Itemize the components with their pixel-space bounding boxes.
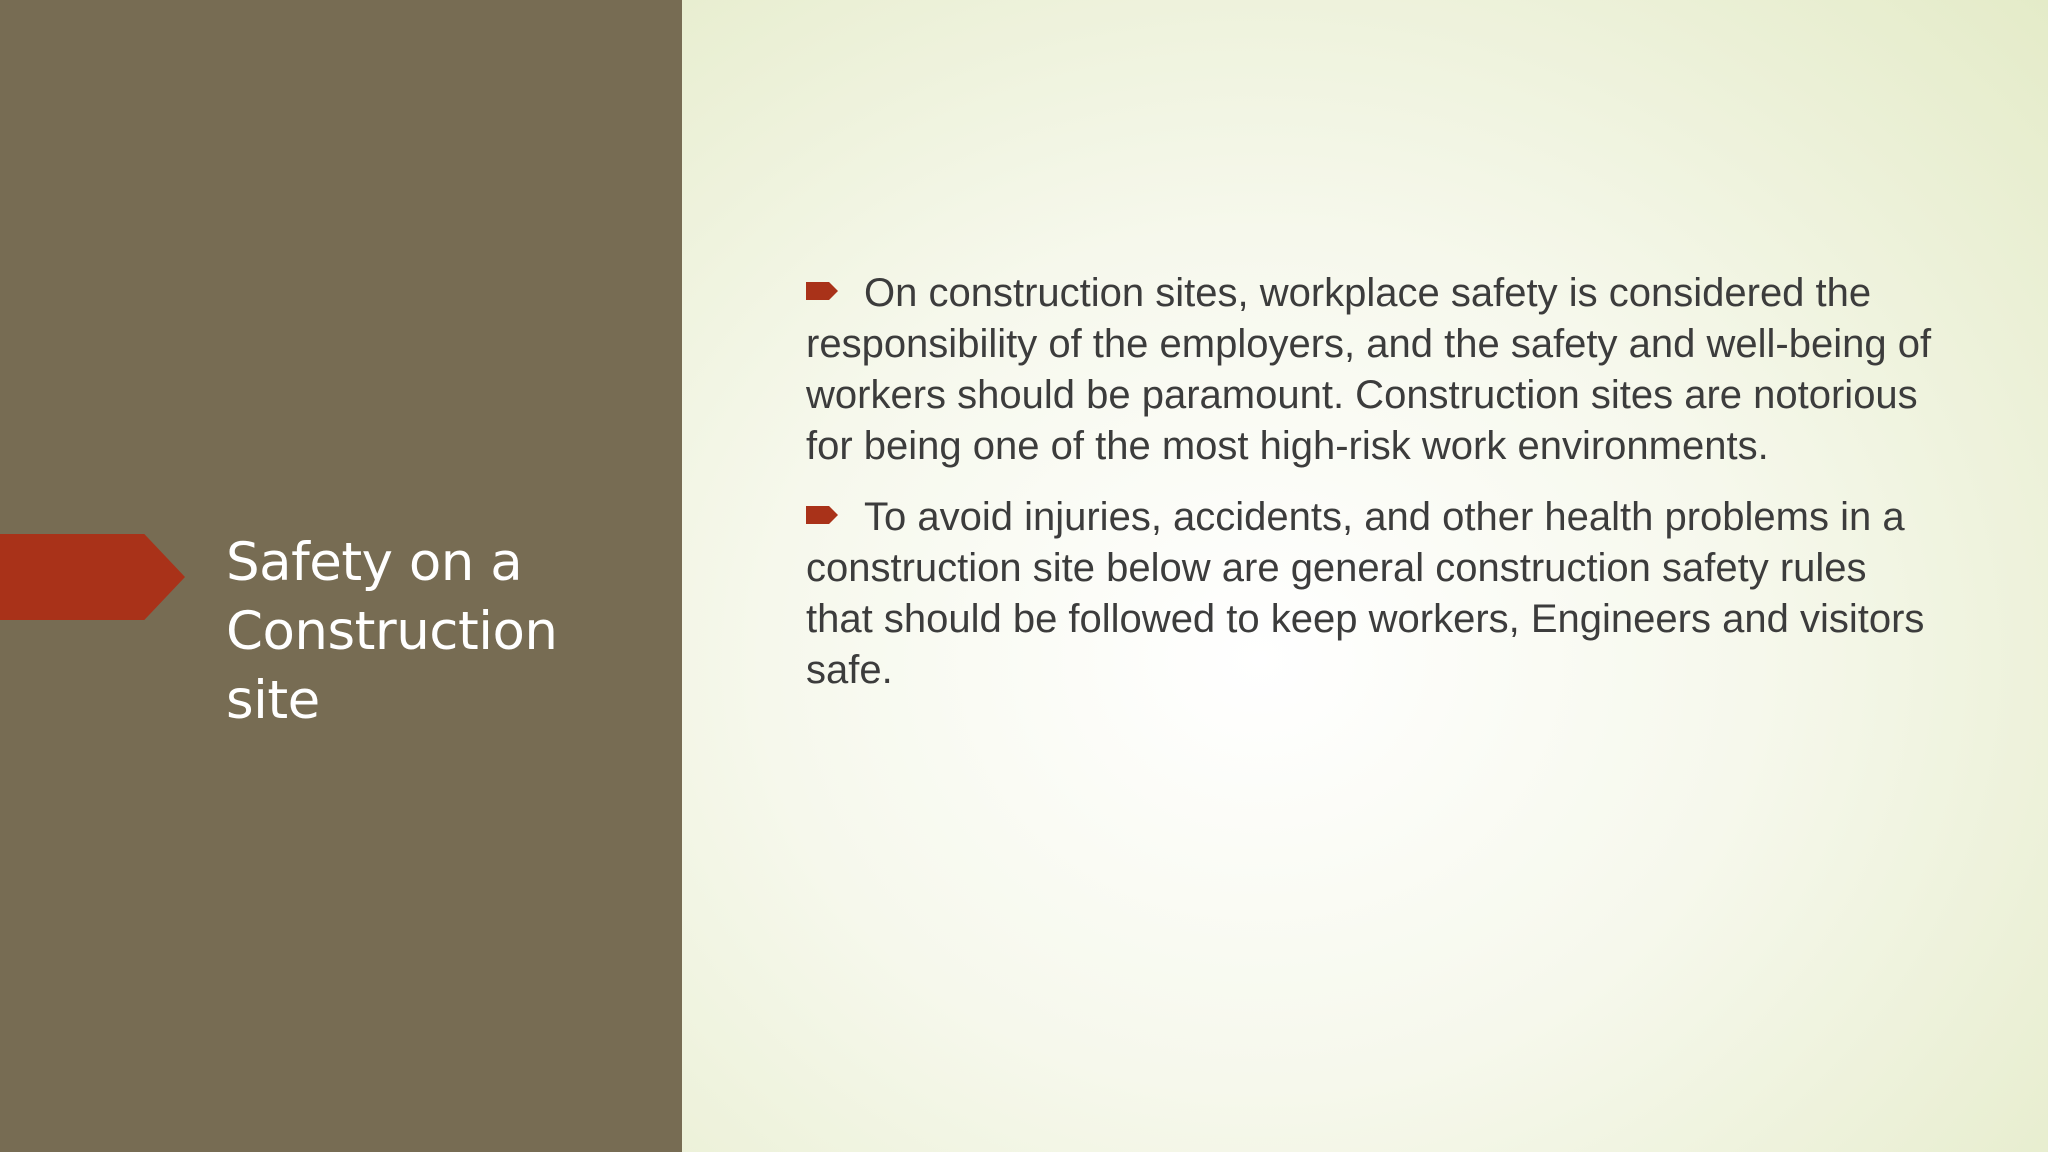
arrow-bullet-icon xyxy=(806,506,838,524)
bullet-list xyxy=(806,268,1936,716)
bullet-item xyxy=(806,492,1936,696)
bullet-text: On construction sites, workplace safety is considered the responsibility of the employers, and the safety and well-being of workers should be paramount. Construction sites are notorious for being one of the most high-risk work environments. xyxy=(806,271,1932,468)
bullet-text: To avoid injuries, accidents, and other health problems in a construction site below are general construction safety rules that should be followed to keep workers, Engineers and visitors safe. xyxy=(806,495,1925,692)
arrow-bullet-icon xyxy=(806,282,838,300)
bullet-item xyxy=(806,268,1936,472)
slide-title: Safety on a Construction site xyxy=(226,532,558,731)
